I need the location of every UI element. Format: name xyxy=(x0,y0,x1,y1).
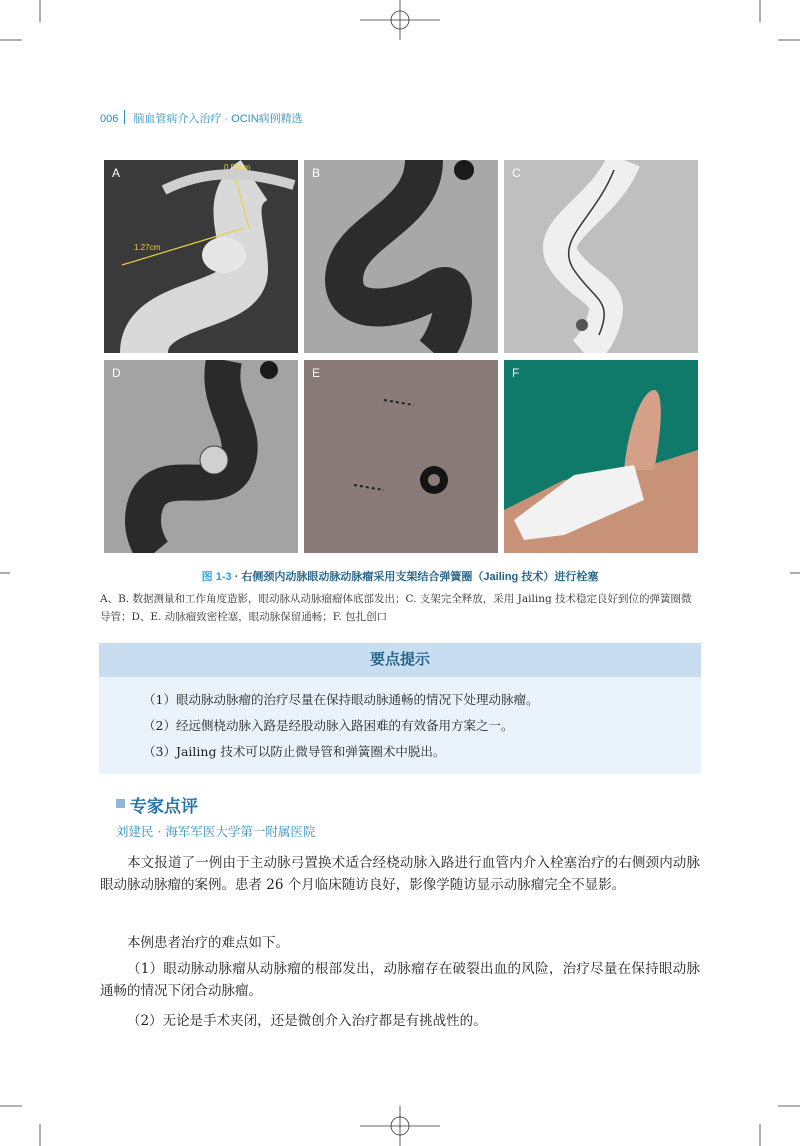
key-points-box xyxy=(99,643,701,774)
paragraph: 本文报道了一例由于主动脉弓置换术适合经桡动脉入路进行血管内介入栓塞治疗的右侧颈内动脉眼动脉动脉瘤的案例。患者 26 个月临床随访良好，影像学随访显示动脉瘤完全不显影。 xyxy=(100,855,700,893)
paragraph: 本例患者治疗的难点如下。 xyxy=(127,935,289,951)
panel-b-label: B xyxy=(312,166,321,180)
running-header xyxy=(100,110,303,126)
header-divider xyxy=(124,110,125,124)
panel-c-label: C xyxy=(512,166,521,180)
paragraph: （1）眼动脉动脉瘤从动脉瘤的根部发出，动脉瘤存在破裂出血的风险，治疗尽量在保持眼动脉通畅的情况下闭合动脉瘤。 xyxy=(100,961,700,999)
panel-c-image xyxy=(504,160,698,353)
figure-caption-note: A、B. 数据测量和工作角度造影，眼动脉从动脉瘤瘤体底部发出；C. 支架完全释放，采用 Jailing 技术稳定良好到位的弹簧圈微导管；D、E. 动脉瘤致密栓塞，眼动脉保留通畅；F. 包扎创口 xyxy=(100,593,692,623)
panel-d-label: D xyxy=(112,366,121,380)
panel-f xyxy=(504,360,698,553)
panel-e-image xyxy=(304,360,498,553)
panel-a-image xyxy=(104,160,298,353)
book-title: 脑血管病介入治疗 · OCIN病例精选 xyxy=(133,113,303,125)
panel-a-measure-1: 0.53cm xyxy=(224,163,251,172)
panel-a-measure-2: 1.27cm xyxy=(134,243,161,252)
key-point-item: （2）经远侧桡动脉入路是经股动脉入路困难的有效备用方案之一。 xyxy=(143,718,514,733)
panel-b-image xyxy=(304,160,498,353)
page-number: 006 xyxy=(100,113,119,125)
panel-b xyxy=(304,160,498,353)
figure-caption: 图 1-3 · 右侧颈内动脉眼动脉动脉瘤采用支架结合弹簧圈（Jailing 技术）进行栓塞 xyxy=(201,571,599,583)
figure-grid xyxy=(104,160,700,555)
panel-d-image xyxy=(104,360,298,553)
paragraph: （2）无论是手术夹闭，还是微创介入治疗都是有挑战性的。 xyxy=(127,1013,487,1029)
panel-f-label: F xyxy=(512,366,520,380)
panel-c xyxy=(504,160,698,353)
section-marker xyxy=(116,799,125,808)
panel-a xyxy=(104,160,298,353)
panel-e-label: E xyxy=(312,366,321,380)
panel-e xyxy=(304,360,498,553)
key-points-title: 要点提示 xyxy=(99,643,701,677)
panel-a-label: A xyxy=(112,166,121,180)
key-point-item: （3）Jailing 技术可以防止微导管和弹簧圈术中脱出。 xyxy=(143,744,446,759)
panel-d xyxy=(104,360,298,553)
figure-number: 图 1-3 xyxy=(201,571,232,583)
key-point-item: （1）眼动脉动脉瘤的治疗尽量在保持眼动脉通畅的情况下处理动脉瘤。 xyxy=(143,692,539,707)
figure-caption-text: 右侧颈内动脉眼动脉动脉瘤采用支架结合弹簧圈（Jailing 技术）进行栓塞 xyxy=(241,571,599,583)
section-author: 刘建民 · 海军军医大学第一附属医院 xyxy=(116,824,316,839)
panel-f-image xyxy=(504,360,698,553)
section-title: 专家点评 xyxy=(130,797,198,816)
